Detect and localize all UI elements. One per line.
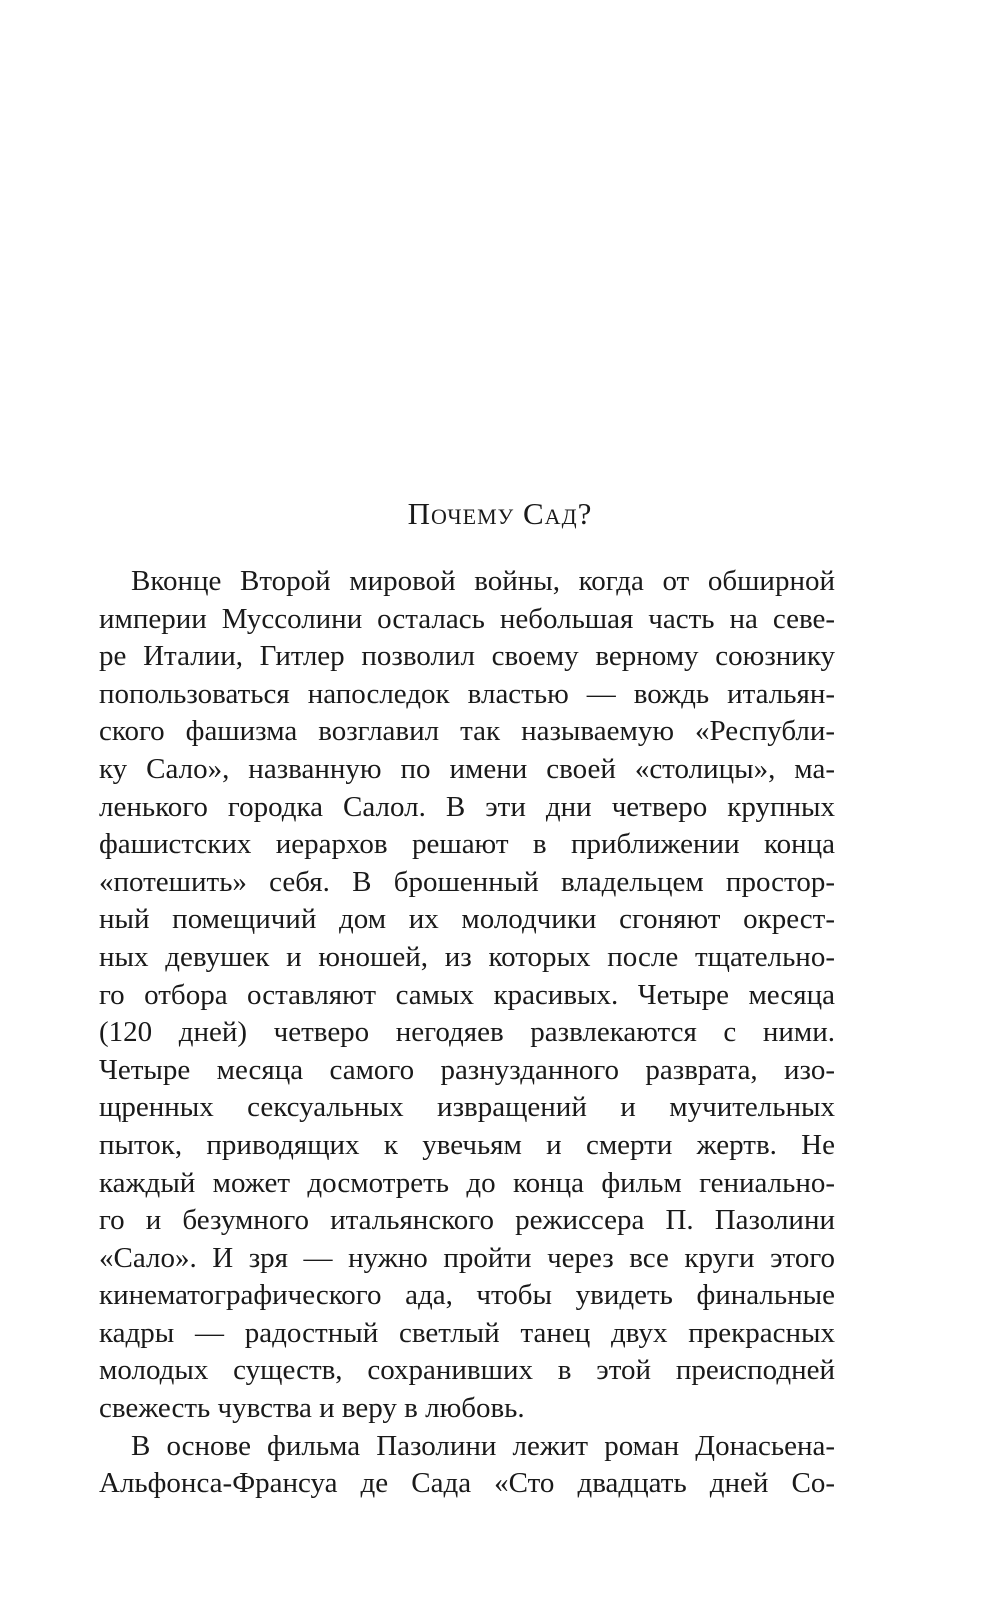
text-line: ре Италии, Гитлер позволил своему верному союзнику [99,640,835,673]
text-line: фашистских иерархов решают в приближении конца [99,828,835,861]
text-line: ского фашизма возглавил так называемую «Республи- [99,715,835,748]
text-line: свежесть чувства и веру в любовь. [99,1392,525,1425]
text-line: кадры — радостный светлый танец двух прекрасных [99,1316,835,1349]
text-line: молодых существ, сохранивших в этой преисподней [99,1354,835,1387]
body-text [99,563,835,1503]
chapter-title: Почему Сад? [407,496,593,531]
text-line: ку Сало», названную по имени своей «столицы», ма- [99,752,835,785]
text-line: Альфонса-Франсуа де Сада «Сто двадцать дней Со- [99,1467,835,1500]
text-line: Вконце Второй мировой войны, когда от обширной [131,565,835,597]
text-line: кинематографического ада, чтобы увидеть финальные [99,1279,835,1312]
text-line: пыток, приводящих к увечьям и смерти жертв. Не [99,1128,835,1161]
text-line: го и безумного итальянского режиссера П. Пазолини [99,1204,835,1237]
text-line: империи Муссолини осталась небольшая часть на севе- [99,602,835,635]
text-line: ный помещичий дом их молодчики сгоняют окрест- [99,903,835,936]
text-line: каждый может досмотреть до конца фильм гениально- [99,1166,835,1199]
text-line: Четыре месяца самого разнузданного разврата, изо- [99,1053,835,1086]
text-line: «потешить» себя. В брошенный владельцем простор- [99,865,835,898]
text-line: ных девушек и юношей, из которых после тщательно- [99,940,835,973]
text-line: попользоваться напоследок властью — вождь итальян- [99,677,835,710]
text-line: В основе фильма Пазолини лежит роман Донасьена- [131,1429,835,1462]
text-line: ленького городка Салол. В эти дни четверо крупных [99,790,835,823]
text-line: щренных сексуальных извращений и мучительных [99,1091,835,1124]
text-line: (120 дней) четверо негодяев развлекаются с ними. [99,1016,835,1049]
text-line: «Сало». И зря — нужно пройти через все круги этого [99,1241,835,1274]
text-line: го отбора оставляют самых красивых. Четыре месяца [99,978,835,1011]
